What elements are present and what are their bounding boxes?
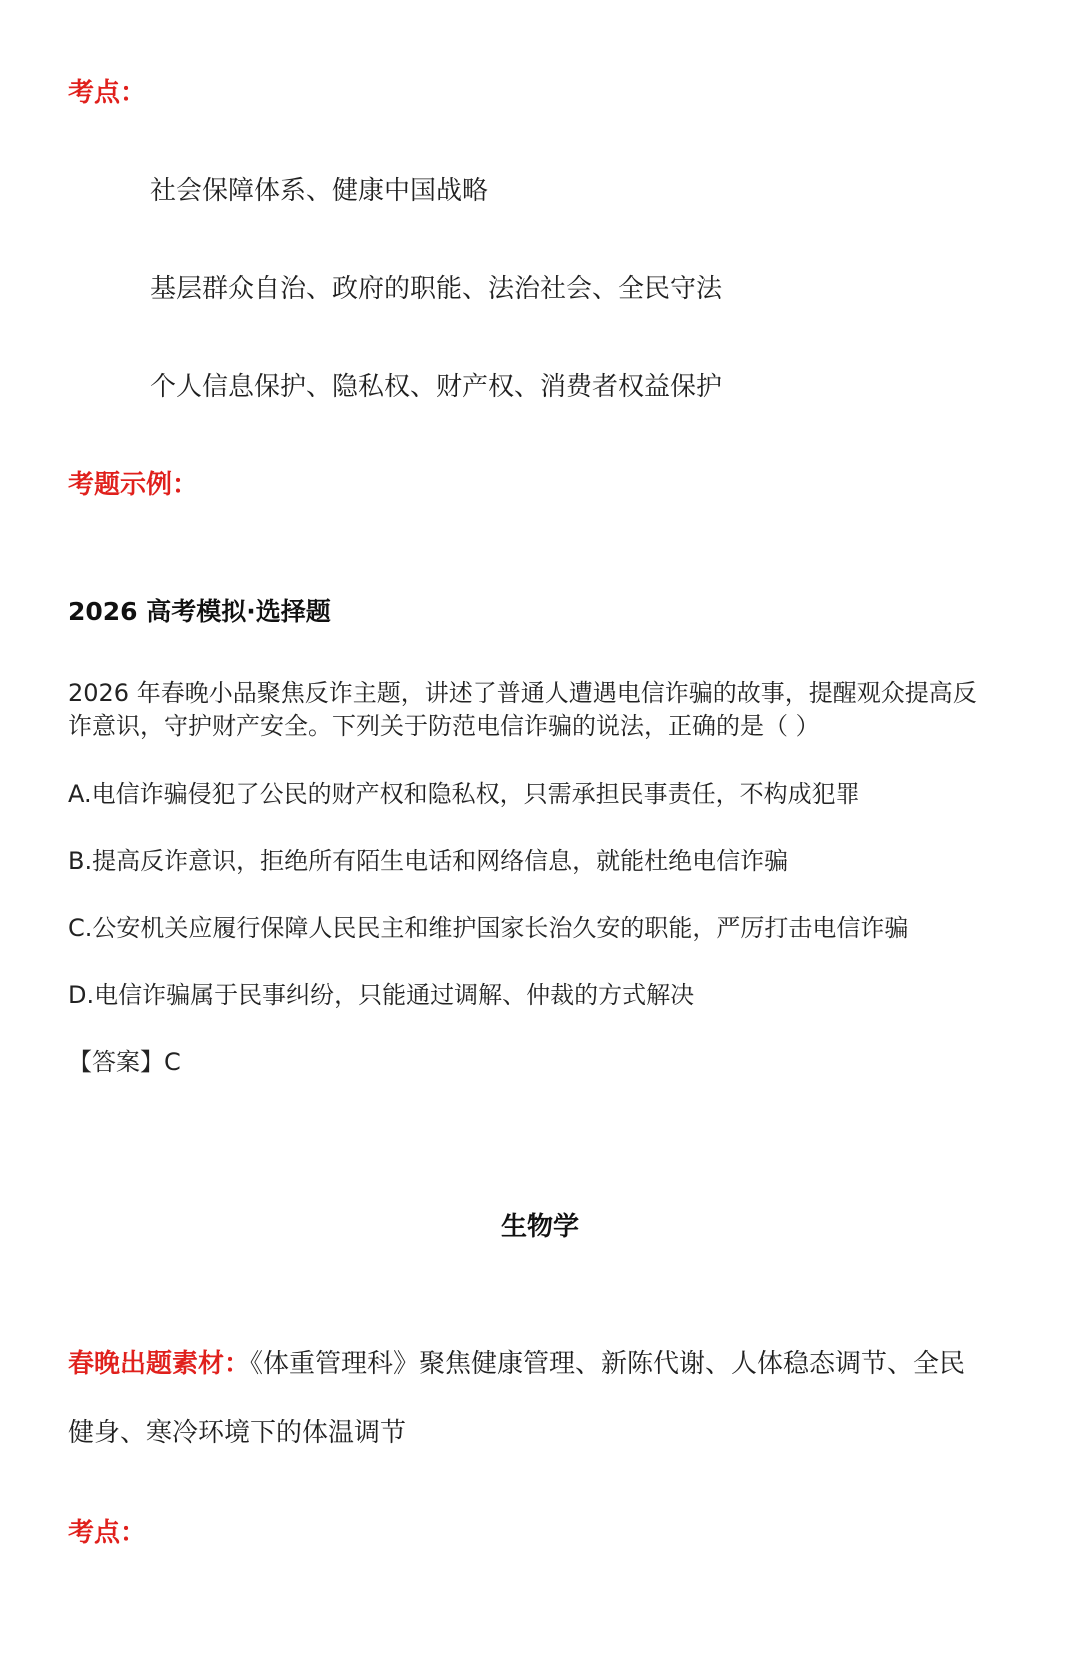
kaodian-heading: 考点： <box>68 78 147 108</box>
example-heading: 考题示例： <box>68 470 199 500</box>
question-stem-line1: 2026 年春晚小品聚焦反诈主题，讲述了普通人遭遇电信诈骗的故事，提醒观众提高反 <box>68 679 977 707</box>
question-title: 2026 高考模拟·选择题 <box>68 597 331 626</box>
answer: 【答案】C <box>68 1048 181 1076</box>
point-item: 基层群众自治、政府的职能、法治社会、全民守法 <box>150 274 723 304</box>
question-stem-line2: 诈意识，守护财产安全。下列关于防范电信诈骗的说法，正确的是（ ） <box>68 712 820 740</box>
point-item: 个人信息保护、隐私权、财产权、消费者权益保护 <box>150 372 723 402</box>
section-title: 生物学 <box>500 1212 579 1242</box>
material-label: 春晚出题素材： <box>68 1349 251 1379</box>
kaodian-heading-2: 考点： <box>68 1518 147 1548</box>
option-b: B.提高反诈意识，拒绝所有陌生电话和网络信息，就能杜绝电信诈骗 <box>68 847 789 875</box>
option-d: D.电信诈骗属于民事纠纷，只能通过调解、仲裁的方式解决 <box>68 981 695 1009</box>
option-c: C.公安机关应履行保障人民民主和维护国家长治久安的职能，严厉打击电信诈骗 <box>68 914 909 942</box>
point-item: 社会保障体系、健康中国战略 <box>150 176 489 206</box>
option-a: A.电信诈骗侵犯了公民的财产权和隐私权，只需承担民事责任，不构成犯罪 <box>68 780 860 808</box>
material-line2: 健身、寒冷环境下的体温调节 <box>68 1418 407 1448</box>
material-text-1: 《体重管理科》聚焦健康管理、新陈代谢、人体稳态调节、全民 <box>250 1349 966 1379</box>
material-line1 <box>68 1343 965 1380</box>
